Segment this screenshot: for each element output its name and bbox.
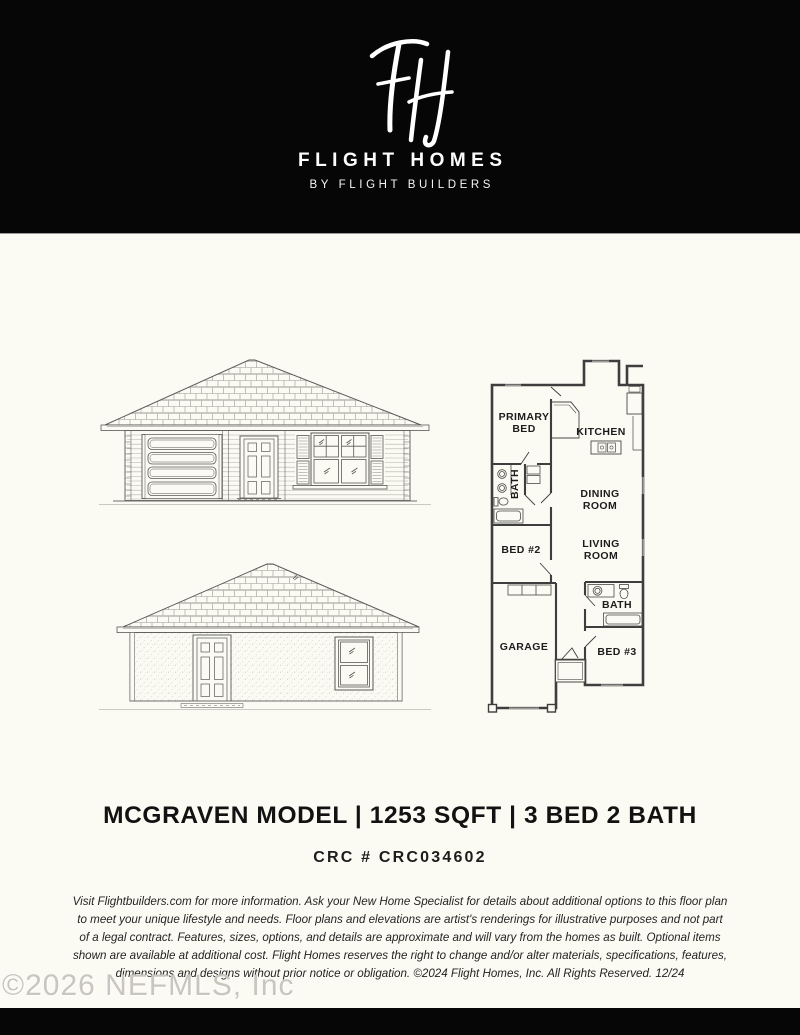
- label-dining: DINING: [580, 488, 620, 500]
- front-window: [293, 433, 387, 489]
- label-primary-bed: PRIMARY: [498, 411, 550, 423]
- label-garage: GARAGE: [499, 641, 549, 653]
- bottom-black-bar: [0, 1008, 800, 1035]
- brand-name: FLIGHT HOMES: [297, 150, 508, 171]
- front-ground-line: [99, 501, 431, 505]
- kitchen-fixtures: [551, 387, 643, 455]
- label-bath2: BATH: [602, 599, 632, 611]
- label-living: LIVING: [582, 538, 620, 550]
- utility-closet: [508, 585, 551, 595]
- flight-homes-logo-icon: [315, 34, 485, 148]
- side-roof: [117, 564, 419, 633]
- side-ground-line: [99, 701, 431, 710]
- label-living-2: ROOM: [583, 550, 619, 562]
- front-elevation-drawing: [97, 348, 433, 510]
- label-dining-2: ROOM: [582, 500, 618, 512]
- label-bed2: BED #2: [501, 544, 541, 556]
- crc-number: CRC # CRC034602: [313, 849, 487, 866]
- label-kitchen: KITCHEN: [576, 426, 626, 438]
- disclaimer-text: Visit Flightbuilders.com for more information. Ask your New Home Specialist for details about additional options to this floor plan to meet your unique lifestyle and needs. Floor plans and elevations are artist's renderings for illustrative purposes and not part of a legal contract. Features, sizes, options, and details are approximate and will vary from the homes as built. Optional items shown are available at additional cost. Flight Homes reserves the right to change and/or alter materials, specifications, features, dimensions and designs without prior notice or obligation. ©2024 Flight Homes, Inc. All Rights Reserved. 12/24: [72, 895, 728, 980]
- side-window: [335, 637, 373, 690]
- side-door: [193, 635, 231, 701]
- front-roof: [101, 360, 429, 431]
- side-elevation-drawing: [97, 551, 433, 719]
- mls-watermark: ©2026 NEFMLS, Inc: [2, 969, 295, 1002]
- front-door: [236, 436, 282, 501]
- label-primary-bed-2: BED: [512, 423, 536, 435]
- model-title: MCGRAVEN MODEL | 1253 SQFT | 3 BED 2 BATH: [103, 802, 697, 829]
- porch-and-posts: [489, 660, 586, 712]
- brand-tagline: BY FLIGHT BUILDERS: [309, 179, 495, 191]
- floor-plan-drawing: [483, 355, 668, 730]
- label-bath-primary: BATH: [509, 469, 521, 499]
- label-bed3: BED #3: [597, 646, 637, 658]
- header-banner: [0, 0, 800, 234]
- garage-door: [142, 435, 222, 499]
